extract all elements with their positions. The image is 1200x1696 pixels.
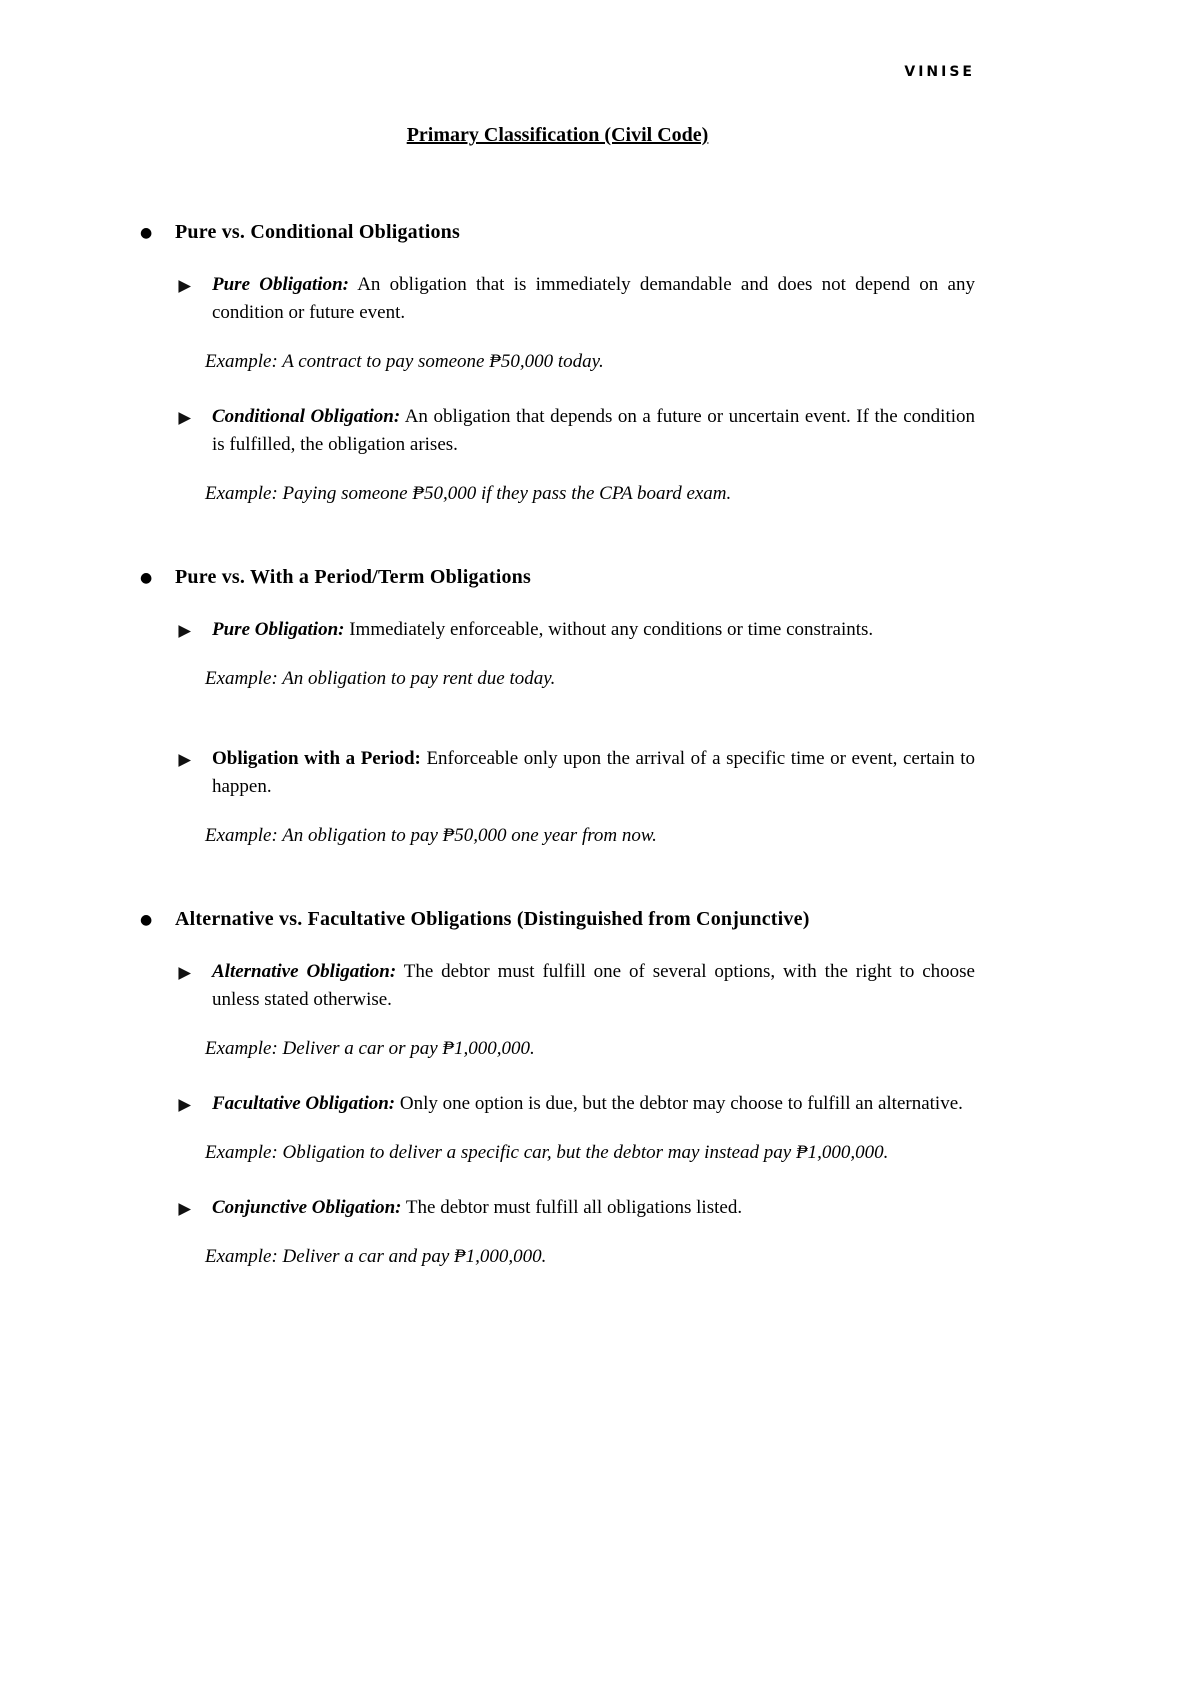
example-text: Example: Obligation to deliver a specific car, but the debtor may instead pay ₱1,000,000. [205, 1142, 889, 1163]
term-label: Conditional Obligation: [212, 406, 401, 427]
section-heading-row [140, 566, 975, 589]
section-heading: Alternative vs. Facultative Obligations (Distinguished from Conjunctive) [175, 908, 810, 930]
term-label: Pure Obligation: [212, 619, 345, 640]
definition-paragraph [212, 271, 975, 327]
arrow-bullet-icon [178, 616, 212, 644]
list-item [178, 1194, 975, 1222]
term-label: Alternative Obligation: [212, 961, 397, 982]
page-title-text: Primary Classification (Civil Code) [406, 124, 709, 146]
term-label: Obligation with a Period: [212, 748, 421, 769]
section-pure-vs-conditional [140, 221, 975, 508]
definition-text: Enforceable only upon the arrival of a specific time or event, certain to happen. [212, 748, 975, 797]
list-item [178, 616, 975, 644]
list-item [178, 403, 975, 459]
list-item [178, 958, 975, 1014]
definition-paragraph [212, 616, 975, 644]
example-text: Example: Paying someone ₱50,000 if they pass the CPA board exam. [205, 483, 732, 504]
definition-paragraph [212, 958, 975, 1014]
section-heading-row [140, 221, 975, 244]
definition-paragraph [212, 1194, 975, 1222]
definition-paragraph [212, 403, 975, 459]
example-text: Example: An obligation to pay ₱50,000 one year from now. [205, 825, 657, 846]
definition-paragraph [212, 1090, 975, 1118]
definition-text: An obligation that is immediately demandable and does not depend on any condition or future event. [212, 274, 975, 323]
bullet-icon: ● [140, 912, 153, 928]
page-title [140, 124, 975, 147]
definition-text: The debtor must fulfill one of several options, with the right to choose unless stated otherwise. [212, 961, 975, 1010]
section-heading-row [140, 908, 975, 931]
arrow-bullet-icon [178, 271, 212, 327]
definition-text: Immediately enforceable, without any conditions or time constraints. [349, 619, 874, 640]
section-heading: Pure vs. Conditional Obligations [175, 221, 460, 243]
definition-text: An obligation that depends on a future or uncertain event. If the condition is fulfilled, the obligation arises. [212, 406, 976, 455]
example-text: Example: Deliver a car or pay ₱1,000,000. [205, 1038, 535, 1059]
section-pure-vs-period [140, 566, 975, 850]
term-label: Facultative Obligation: [212, 1093, 396, 1114]
list-item [178, 745, 975, 801]
term-label: Conjunctive Obligation: [212, 1197, 402, 1218]
example-text: Example: Deliver a car and pay ₱1,000,000. [205, 1246, 547, 1267]
definition-text: Only one option is due, but the debtor may choose to fulfill an alternative. [399, 1093, 963, 1114]
arrow-bullet-icon [178, 1090, 212, 1118]
arrow-bullet-icon [178, 403, 212, 459]
example-text: Example: An obligation to pay rent due today. [205, 668, 556, 689]
list-item [178, 271, 975, 327]
list-item [178, 1090, 975, 1118]
arrow-bullet-icon [178, 958, 212, 1014]
bullet-icon: ● [140, 570, 153, 586]
section-alternative-vs-facultative [140, 908, 975, 1271]
example-text: Example: A contract to pay someone ₱50,000 today. [205, 351, 604, 372]
term-label: Pure Obligation: [212, 274, 349, 295]
brand-logo: VINISE [904, 64, 975, 80]
section-heading: Pure vs. With a Period/Term Obligations [175, 566, 531, 588]
definition-text: The debtor must fulfill all obligations listed. [405, 1197, 743, 1218]
arrow-bullet-icon [178, 745, 212, 801]
arrow-bullet-icon [178, 1194, 212, 1222]
definition-paragraph [212, 745, 975, 801]
bullet-icon: ● [140, 225, 153, 241]
